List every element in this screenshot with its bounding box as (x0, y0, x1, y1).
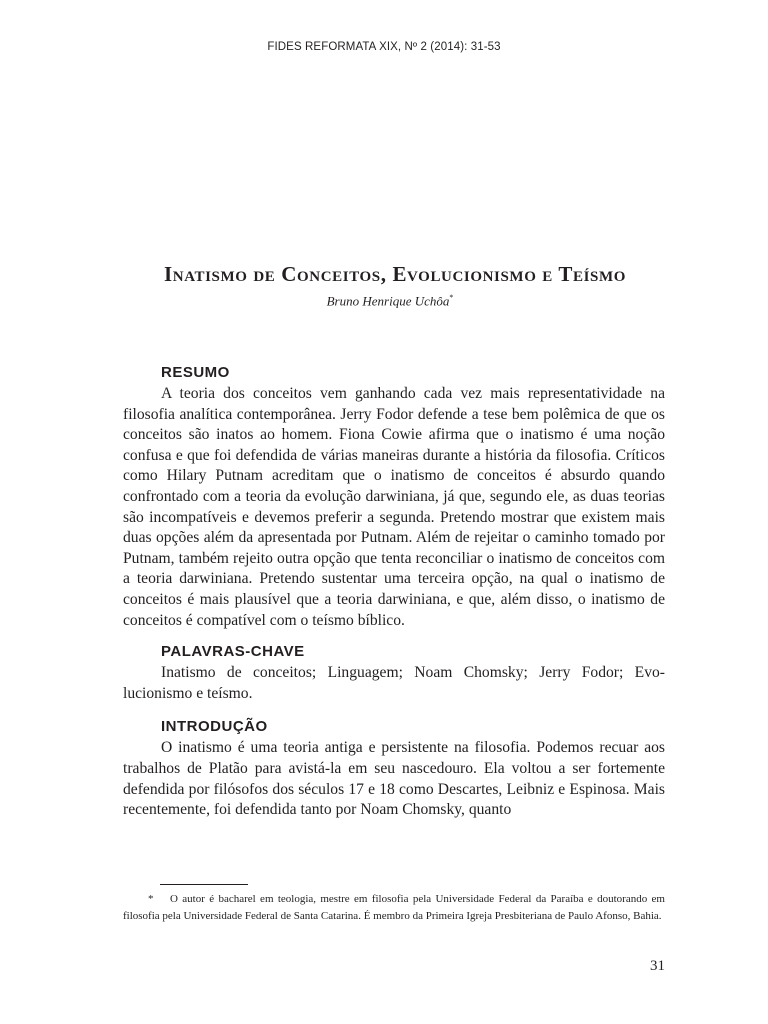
author-line (0, 293, 768, 309)
article-title: Inatismo de Conceitos, Evolucionismo e Teísmo (163, 262, 627, 286)
section-heading-resumo: RESUMO (161, 364, 230, 381)
introduction-paragraph: O inatismo é uma teoria antiga e persistente na filosofia. Podemos recuar aos trabalhos de Platão para avistá-la em seu nascedouro. Ela voltou a ser fortemente defendida por filósofos dos séculos 17 e 18 como Descartes, Leibniz e Espinosa. Mais recentemente, foi defendida tanto por Noam Chomsky, quanto (123, 739, 665, 819)
keywords-paragraph: Inatismo de conceitos; Linguagem; Noam Chomsky; Jerry Fodor; Evolucionismo e teísmo. (123, 664, 665, 702)
running-head: FIDES REFORMATA XIX, Nº 2 (2014): 31-53 (267, 41, 501, 53)
footnote-text: O autor é bacharel em teologia, mestre em filosofia pela Universidade Federal da Paraíba e doutorando em filosofia pela Universidade Federal de Santa Catarina. É membro da Primeira Igreja Presbiteriana de Paulo Afonso, Bahia. (123, 893, 665, 922)
page-number: 31 (650, 958, 665, 974)
footnote-divider (160, 884, 248, 885)
footnote-marker: * (148, 893, 154, 905)
footnote (123, 891, 665, 925)
author-footnote-marker: * (449, 293, 454, 302)
article-body (123, 362, 665, 821)
abstract-paragraph: A teoria dos conceitos vem ganhando cada vez mais representatividade na filosofia analítica contemporânea. Jerry Fodor defende a tese bem polêmica de que os conceitos são inatos ao homem. Fiona Cowie afirma que o inatismo é uma noção confusa e que foi defendida de várias maneiras durante a história da filosofia. Críticos como Hilary Putnam acreditam que o inatismo de conceitos é absurdo quando confrontado com a teoria da evolução darwiniana, já que, segundo ele, as duas teorias são incompatíveis e devemos preferir a segunda. Pretendo mostrar que existem mais duas opções além da apresentada por Putnam. Além de rejeitar o caminho tomado por Putnam, também rejeito outra opção que tenta reconciliar o inatismo de conceitos com a teoria darwiniana. Pretendo sustentar uma terceira opção, na qual o inatismo de conceitos é mais plausível que a teoria darwiniana, e que, além disso, o inatismo de conceitos é compatível com o teísmo bíblico. (123, 385, 665, 629)
section-heading-palavras-chave: PALAVRAS-CHAVE (161, 643, 305, 661)
author-name: Bruno Henrique Uchôa (326, 293, 450, 309)
section-heading-introducao: INTRODUÇÃO (161, 718, 268, 736)
